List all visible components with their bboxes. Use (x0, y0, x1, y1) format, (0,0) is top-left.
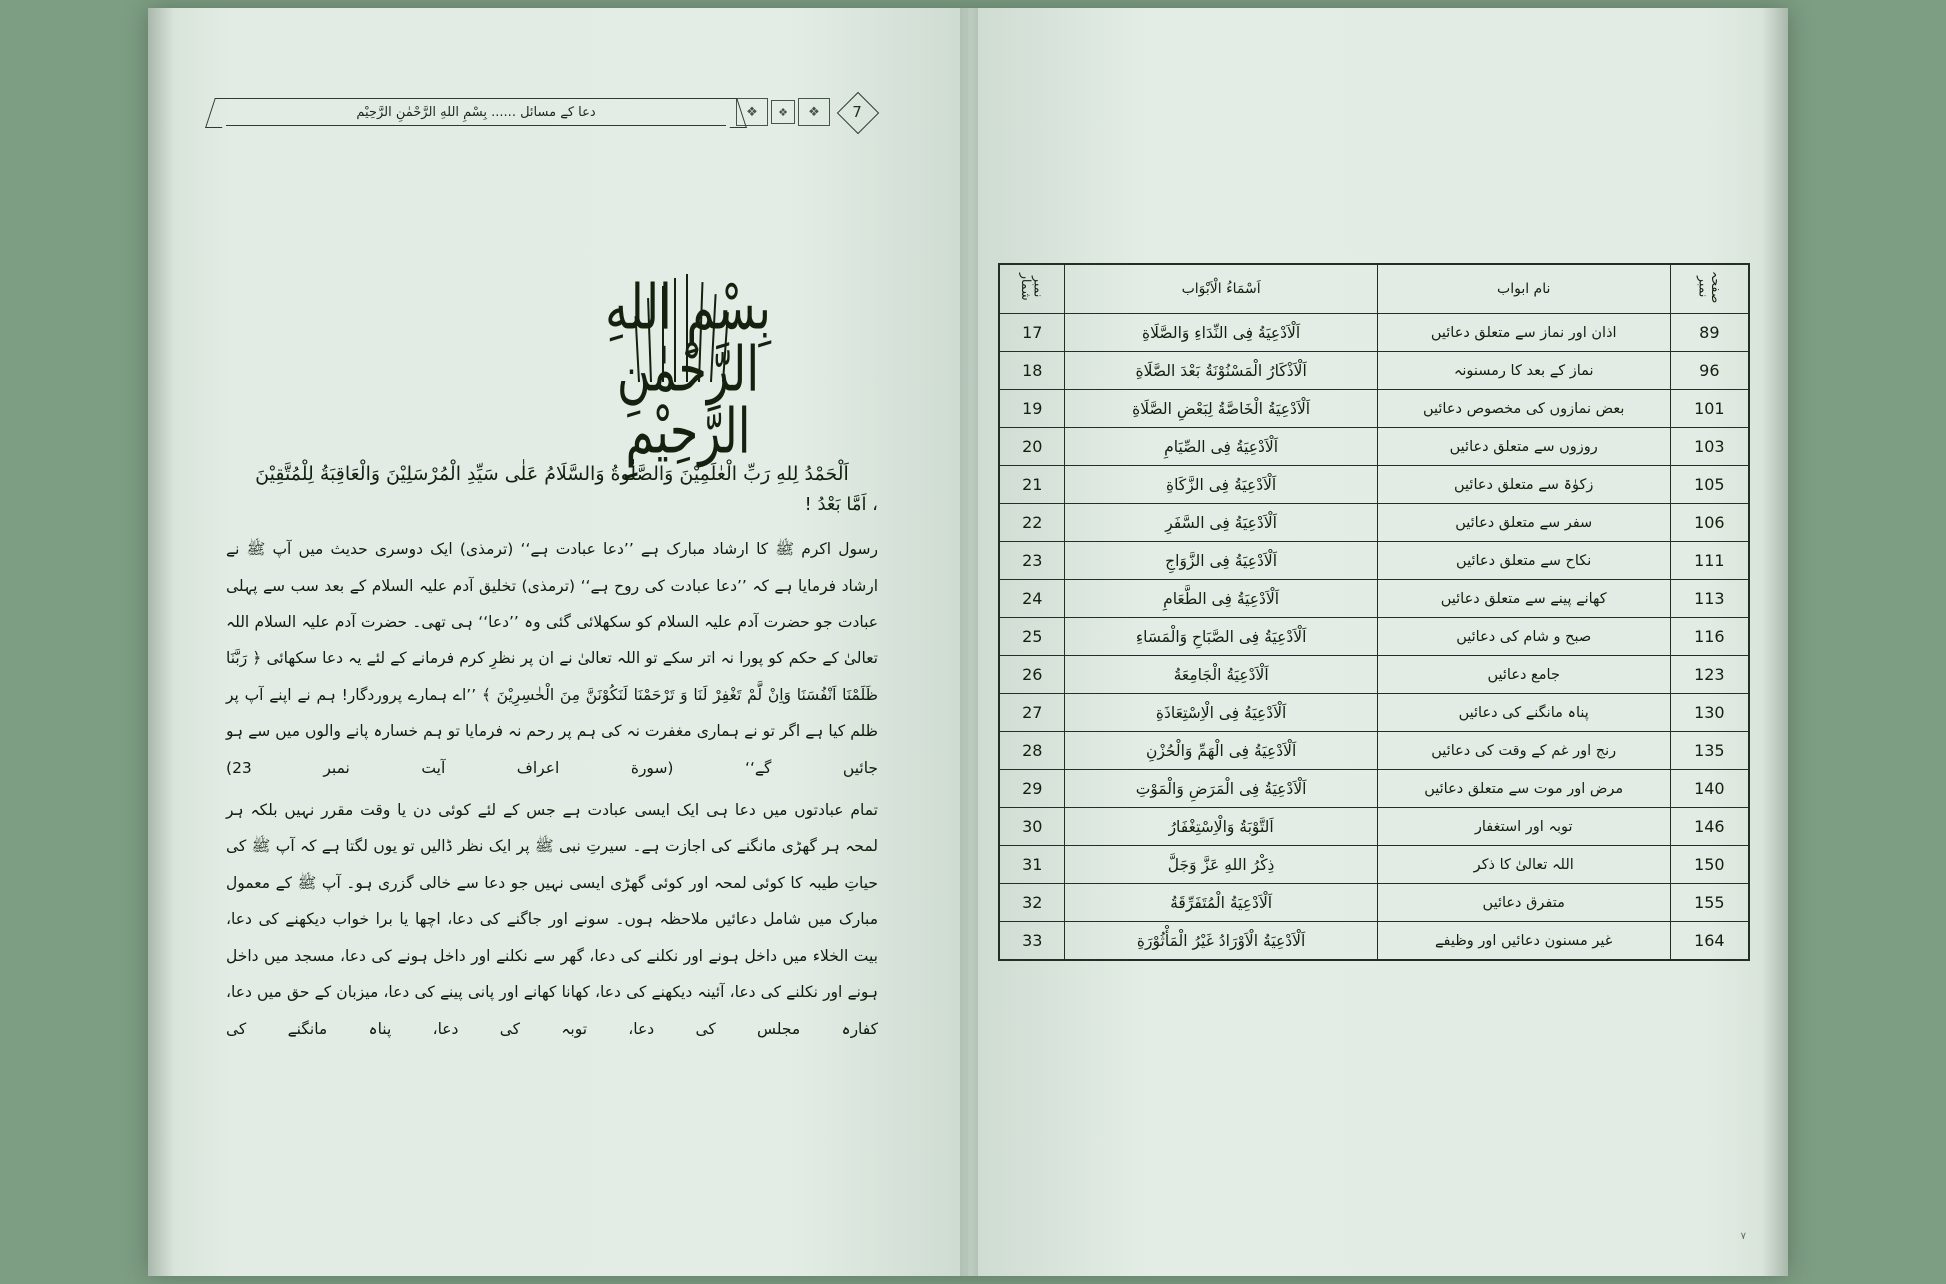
cell-chapter-name: غیر مسنون دعائیں اور وظیفے (1377, 922, 1670, 960)
header-page-number-label: صفحہ نمبر (1696, 270, 1724, 304)
cell-chapter-name: سفر سے متعلق دعائیں (1377, 504, 1670, 542)
basmala-calligraphy (578, 258, 798, 468)
header-chapter-name: نام ابواب (1377, 265, 1670, 314)
cell-arabic-name: اَلْاَدْعِيَةُ فِى الْهَمِّ وَالْحُزْنِ (1065, 732, 1377, 770)
table-row (1000, 542, 1749, 580)
cell-page-number: 150 (1670, 846, 1748, 884)
header-arabic-name: اَسْمَاءُ الْاَبْوَاب (1065, 265, 1377, 314)
cell-serial-number: 31 (1000, 846, 1065, 884)
page-header-band (226, 86, 876, 138)
cell-page-number: 155 (1670, 884, 1748, 922)
cell-chapter-name: روزوں سے متعلق دعائیں (1377, 428, 1670, 466)
cell-page-number: 89 (1670, 314, 1748, 352)
header-page-number (1670, 265, 1748, 314)
cell-chapter-name: اللہ تعالیٰ کا ذکر (1377, 846, 1670, 884)
cell-arabic-name: اَلْاَدْعِيَةُ فِى الصَّبَاحِ وَالْمَسَاءِ (1065, 618, 1377, 656)
book-gutter-shadow (960, 8, 978, 1276)
cell-chapter-name: رنج اور غم کے وقت کی دعائیں (1377, 732, 1670, 770)
cell-chapter-name: مرض اور موت سے متعلق دعائیں (1377, 770, 1670, 808)
cell-arabic-name: اَلْاَدْعِيَةُ الْجَامِعَةُ (1065, 656, 1377, 694)
table-row (1000, 618, 1749, 656)
basmala-text: بِسْمِ اللهِ الرَّحْمٰنِ الرَّحِيْمِ (605, 270, 771, 468)
cell-arabic-name: اَلتَّوْبَةُ وَالْاِسْتِغْفَارُ (1065, 808, 1377, 846)
table-of-contents (998, 263, 1750, 961)
book-page-left (148, 8, 968, 1276)
cell-arabic-name: اَلْاَدْعِيَةُ فِى الزَّكَاةِ (1065, 466, 1377, 504)
cell-page-number: 101 (1670, 390, 1748, 428)
table-row (1000, 352, 1749, 390)
cell-serial-number: 33 (1000, 922, 1065, 960)
cell-page-number: 140 (1670, 770, 1748, 808)
cell-page-number: 103 (1670, 428, 1748, 466)
ornament-icon-3: ❖ (736, 98, 768, 126)
page-edge-shading-left (148, 8, 174, 1276)
table-row (1000, 428, 1749, 466)
cell-arabic-name: اَلْاَدْعِيَةُ الْمُتَفَرِّقَةُ (1065, 884, 1377, 922)
table-row (1000, 656, 1749, 694)
cell-page-number: 135 (1670, 732, 1748, 770)
cell-page-number: 113 (1670, 580, 1748, 618)
open-book-spread (148, 8, 1788, 1276)
cell-page-number: 130 (1670, 694, 1748, 732)
cell-chapter-name: نکاح سے متعلق دعائیں (1377, 542, 1670, 580)
cell-serial-number: 23 (1000, 542, 1065, 580)
page-corner-mark: ٧ (1740, 1231, 1746, 1242)
cell-serial-number: 28 (1000, 732, 1065, 770)
cell-arabic-name: اَلْاَدْعِيَةُ فِى الْمَرَضِ وَالْمَوْتِ (1065, 770, 1377, 808)
table-row (1000, 846, 1749, 884)
left-page-body (226, 456, 878, 1047)
table-row (1000, 580, 1749, 618)
cell-arabic-name: اَلْاَدْعِيَةُ فِى السَّفَرِ (1065, 504, 1377, 542)
cell-arabic-name: اَلْاَدْعِيَةُ فِى النِّدَاءِ وَالصَّلَاةِ (1065, 314, 1377, 352)
cell-serial-number: 18 (1000, 352, 1065, 390)
cell-page-number: 164 (1670, 922, 1748, 960)
cell-chapter-name: کھانے پینے سے متعلق دعائیں (1377, 580, 1670, 618)
cell-chapter-name: بعض نمازوں کی مخصوص دعائیں (1377, 390, 1670, 428)
cell-chapter-name: صبح و شام کی دعائیں (1377, 618, 1670, 656)
table-row (1000, 390, 1749, 428)
table-row (1000, 770, 1749, 808)
cell-arabic-name: اَلْاَدْعِيَةُ فِى الصِّيَامِ (1065, 428, 1377, 466)
cell-page-number: 116 (1670, 618, 1748, 656)
header-ornament-group (736, 98, 830, 126)
arabic-opening-line: اَلْحَمْدُ لِلهِ رَبِّ الْعٰلَمِيْنَ وَالصَّلٰوةُ وَالسَّلَامُ عَلٰى سَيِّدِ الْمُرْسَلِيْنَ وَالْعَاقِبَةُ لِلْمُتَّقِيْنَ (255, 463, 849, 485)
cell-page-number: 105 (1670, 466, 1748, 504)
header-rule-frame (226, 98, 726, 126)
cell-serial-number: 22 (1000, 504, 1065, 542)
ornament-icon-2: ❖ (771, 100, 795, 124)
table-row (1000, 884, 1749, 922)
cell-serial-number: 19 (1000, 390, 1065, 428)
header-serial-label: نمبر شمار (1019, 273, 1047, 301)
cell-chapter-name: زکوٰۃ سے متعلق دعائیں (1377, 466, 1670, 504)
cell-arabic-name: اَلْاَدْعِيَةُ الْاَوْرَادُ غَيْرُ الْمَأْثُوْرَةِ (1065, 922, 1377, 960)
table-header-row (1000, 265, 1749, 314)
page-edge-shading-right (1762, 8, 1788, 1276)
cell-arabic-name: اَلْاَدْعِيَةُ الْخَاصَّةُ لِبَعْضِ الصَّلَاةِ (1065, 390, 1377, 428)
contents-table (999, 264, 1749, 960)
cell-chapter-name: متفرق دعائیں (1377, 884, 1670, 922)
header-serial (1000, 265, 1065, 314)
cell-serial-number: 24 (1000, 580, 1065, 618)
table-row (1000, 808, 1749, 846)
cell-page-number: 111 (1670, 542, 1748, 580)
cell-serial-number: 17 (1000, 314, 1065, 352)
cell-serial-number: 25 (1000, 618, 1065, 656)
page-number-badge (838, 93, 876, 131)
table-row (1000, 504, 1749, 542)
cell-serial-number: 29 (1000, 770, 1065, 808)
cell-chapter-name: توبہ اور استغفار (1377, 808, 1670, 846)
table-row (1000, 694, 1749, 732)
cell-arabic-name: اَلْاَدْعِيَةُ فِى الطَّعَامِ (1065, 580, 1377, 618)
ornament-icon-1: ❖ (798, 98, 830, 126)
cell-chapter-name: اذان اور نماز سے متعلق دعائیں (1377, 314, 1670, 352)
cell-serial-number: 21 (1000, 466, 1065, 504)
cell-page-number: 146 (1670, 808, 1748, 846)
cell-page-number: 96 (1670, 352, 1748, 390)
table-row (1000, 732, 1749, 770)
table-row (1000, 466, 1749, 504)
amma-badu-line: ، اَمَّا بَعْدُ ! (804, 494, 878, 516)
table-row (1000, 314, 1749, 352)
cell-chapter-name: جامع دعائیں (1377, 656, 1670, 694)
cell-arabic-name: اَلْاَذْكَارُ الْمَسْنُوْنَةُ بَعْدَ الصَّلَاةِ (1065, 352, 1377, 390)
page-number-text: 7 (852, 103, 862, 121)
cell-serial-number: 30 (1000, 808, 1065, 846)
contents-table-head (1000, 265, 1749, 314)
table-row (1000, 922, 1749, 960)
body-paragraph-2: تمام عبادتوں میں دعا ہی ایک ایسی عبادت ہے جس کے لئے کوئی دن یا وقت مقرر نہیں بلکہ ہر لمحہ ہر گھڑی مانگنے کی اجازت ہے۔ سیرتِ نبی ﷺ پر ایک نظر ڈالیں تو یوں لگتا ہے کہ آپ ﷺ کی حیاتِ طیبہ کا کوئی لمحہ اور کوئی گھڑی ایسی نہیں جو دعا سے خالی گزری ہو۔ آپ ﷺ کے معمول مبارک میں شامل دعائیں ملاحظہ ہوں۔ سونے اور جاگنے کی دعا، اچھا یا برا خواب دیکھنے کی دعا، بیت الخلاء میں داخل ہونے اور نکلنے کی دعا، گھر سے نکلنے اور داخل ہونے کی دعا، مسجد میں داخل ہونے اور نکلنے کی دعا، آئینہ دیکھنے کی دعا، کھانا کھانے اور پانی پینے کی دعا، میزبان کے حق میں دعا، کفارہ مجلس کی دعا، توبہ کی دعا، پناہ مانگنے کی (226, 801, 878, 1038)
cell-serial-number: 26 (1000, 656, 1065, 694)
running-header-text: دعا کے مسائل ...... بِسْمِ اللهِ الرَّحْمٰنِ الرَّحِيْم (356, 104, 596, 120)
cell-serial-number: 20 (1000, 428, 1065, 466)
body-paragraph-1: رسول اکرم ﷺ کا ارشاد مبارک ہے ’’دعا عبادت ہے‘‘ (ترمذی) ایک دوسری حدیث میں آپ ﷺ نے ارشاد فرمایا ہے کہ ’’دعا عبادت کی روح ہے‘‘ (ترمذی) تخلیق آدم علیہ السلام کے بعد سب سے پہلی عبادت جو حضرت آدم علیہ السلام کو سکھلائی گئی وہ ’’دعا‘‘ ہی تھی۔ حضرت آدم علیہ السلام اللہ تعالیٰ کے حکم کو پورا نہ اتر سکے تو اللہ تعالیٰ نے ان پر نظرِ کرم فرمانے کے لئے یہ دعا سکھائی ﴿ رَبَّنَا ظَلَمْنَا اَنْفُسَنَا وَاِنْ لَّمْ تَغْفِرْ لَنَا وَ تَرْحَمْنَا لَنَكُوْنَنَّ مِنَ الْخٰسِرِيْنَ ﴾ ’’اے ہمارے پروردگار! ہم نے اپنے آپ پر ظلم کیا ہے اگر تو نے ہماری مغفرت نہ کی ہم پر رحم نہ فرمایا تو ہم خسارہ پانے والوں میں سے ہو جائیں گے‘‘ (سورة اعراف آیت نمبر 23) (226, 540, 878, 777)
cell-chapter-name: نماز کے بعد کا رمسنونہ (1377, 352, 1670, 390)
contents-table-body (1000, 314, 1749, 960)
cell-serial-number: 27 (1000, 694, 1065, 732)
cell-serial-number: 32 (1000, 884, 1065, 922)
cell-arabic-name: ذِكْرُ اللهِ عَزَّ وَجَلَّ (1065, 846, 1377, 884)
cell-arabic-name: اَلْاَدْعِيَةُ فِى الْاِسْتِعَاذَةِ (1065, 694, 1377, 732)
cell-arabic-name: اَلْاَدْعِيَةُ فِى الزَّوَاجِ (1065, 542, 1377, 580)
book-page-right (968, 8, 1788, 1276)
cell-chapter-name: پناہ مانگنے کی دعائیں (1377, 694, 1670, 732)
cell-page-number: 123 (1670, 656, 1748, 694)
cell-page-number: 106 (1670, 504, 1748, 542)
